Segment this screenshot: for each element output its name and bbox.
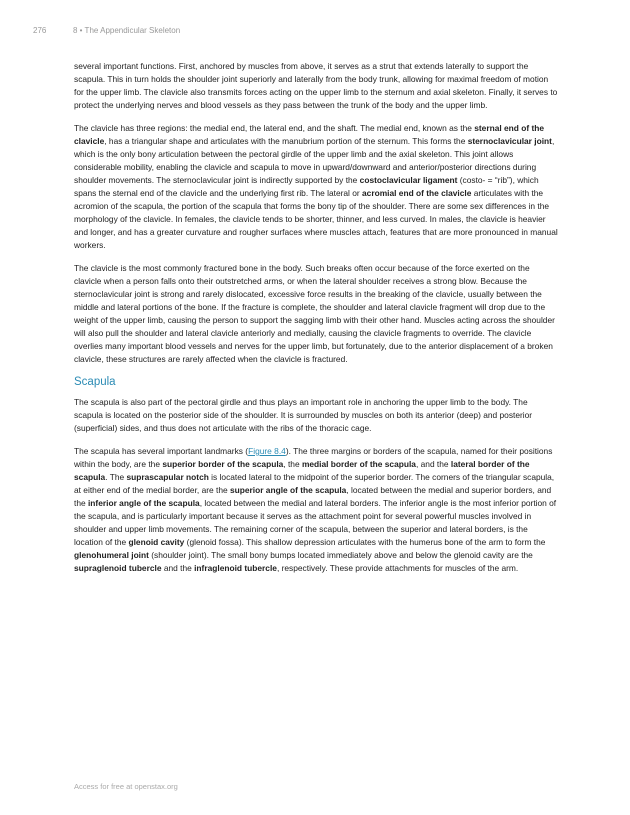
page-content — [74, 60, 558, 585]
term-lateral-border: lateral border of the scapula — [74, 459, 530, 482]
figure-8-4-link[interactable]: Figure 8.4 — [248, 446, 286, 456]
term-inferior-angle: inferior angle of the scapula — [87, 498, 200, 508]
term-costoclavicular-ligament: costoclavicular ligament — [359, 175, 458, 185]
paragraph-clavicle-regions: The clavicle has three regions: the medial end, the lateral end, and the shaft. The medial end, known as the sternal end of the clavicle, has a triangular shape and articulates with the manubrium portion of the sternum. This forms the sternoclavicular joint, which is the only bony articulation between the pectoral girdle of the upper limb and the axial skeleton. This joint allows considerable mobility, enabling the clavicle and scapula to move in upward/downward and anterior/posterior directions during shoulder movements. The sternoclavicular joint is indirectly supported by the costoclavicular ligament (costo- = “rib”), which spans the sternal end of the clavicle and the underlying first rib. The lateral or acromial end of the clavicle articulates with the acromion of the scapula, the portion of the scapula that forms the bony tip of the shoulder. There are some sex differences in the morphology of the clavicle. In females, the clavicle tends to be shorter, thinner, and less curved. In males, the clavicle is heavier and longer, and has a greater curvature and rougher surfaces where muscles attach, features that are more pronounced in manual workers. — [74, 123, 558, 250]
section-heading-scapula: Scapula — [74, 376, 116, 388]
term-medial-border: medial border of the scapula — [301, 459, 416, 469]
term-infraglenoid-tubercle: infraglenoid tubercle — [194, 563, 277, 573]
term-acromial-end: acromial end of the clavicle — [362, 188, 472, 198]
term-sternoclavicular-joint: sternoclavicular joint — [467, 136, 552, 146]
paragraph-scapula-landmarks: The scapula has several important landmarks (Figure 8.4). The three margins or borders of the scapula, named for their positions within the body, are the superior border of the scapula, the medial border of the scapula, and the lateral border of the scapula. The suprascapular notch is located lateral to the midpoint of the superior border. The corners of the triangular scapula, at either end of the medial border, are the superior angle of the scapula, located between the medial and superior borders, and the inferior angle of the scapula, located between the medial and lateral borders. The inferior angle is the most inferior portion of the scapula, and is particularly important because it serves as the attachment point for several powerful muscles involved in shoulder and upper limb movements. The remaining corner of the scapula, between the superior and lateral borders, is the location of the glenoid cavity (glenoid fossa). This shallow depression articulates with the humerus bone of the arm to form the glenohumeral joint (shoulder joint). The small bony bumps located immediately above and below the glenoid cavity are the supraglenoid tubercle and the infraglenoid tubercle, respectively. These provide attachments for muscles of the arm. — [74, 446, 557, 573]
paragraph-scapula-intro: The scapula is also part of the pectoral girdle and thus plays an important role in anchoring the upper limb to the body. The scapula is located on the posterior side of the shoulder. It is surrounded by muscles on both its anterior (deep) and posterior (superficial) sides, and thus does not articulate with the ribs of the thoracic cage. — [74, 397, 533, 433]
term-superior-angle: superior angle of the scapula — [229, 485, 347, 495]
term-glenoid-cavity: glenoid cavity — [128, 537, 185, 547]
page-header — [33, 26, 180, 35]
paragraph-clavicle-fracture: The clavicle is the most commonly fractured bone in the body. Such breaks often occur because of the force exerted on the clavicle when a person falls onto their outstretched arms, or when the lateral shoulder receives a strong blow. Because the sternoclavicular joint is strong and rarely dislocated, excessive force results in the breaking of the clavicle, usually between the middle and lateral portions of the bone. If the fracture is complete, the shoulder and lateral clavicle fragment will drop due to the weight of the upper limb, causing the person to support the sagging limb with their other hand. Muscles acting across the shoulder will also pull the shoulder and lateral clavicle anteriorly and medially, causing the clavicle fragments to override. The clavicle overlies many important blood vessels and nerves for the upper limb, but fortunately, due to the anterior displacement of a broken clavicle, these structures are rarely affected when the clavicle is fractured. — [74, 263, 555, 364]
paragraph-clavicle-functions: several important functions. First, anchored by muscles from above, it serves as a strut that extends laterally to support the scapula. This in turn holds the shoulder joint superiorly and laterally from the body trunk, allowing for maximal freedom of motion for the upper limb. The clavicle also transmits forces acting on the upper limb to the sternum and axial skeleton. Finally, it serves to protect the underlying nerves and blood vessels as they pass between the trunk of the body and the upper limb. — [74, 61, 558, 110]
term-suprascapular-notch: suprascapular notch — [126, 472, 209, 482]
term-sternal-end: sternal end of the clavicle — [74, 123, 545, 146]
term-supraglenoid-tubercle: supraglenoid tubercle — [74, 563, 162, 573]
chapter-title: 8 • The Appendicular Skeleton — [73, 26, 181, 35]
page-number: 276 — [33, 26, 47, 35]
term-superior-border: superior border of the scapula — [162, 459, 284, 469]
page-footer: Access for free at openstax.org — [74, 782, 178, 791]
term-glenohumeral-joint: glenohumeral joint — [74, 550, 149, 560]
